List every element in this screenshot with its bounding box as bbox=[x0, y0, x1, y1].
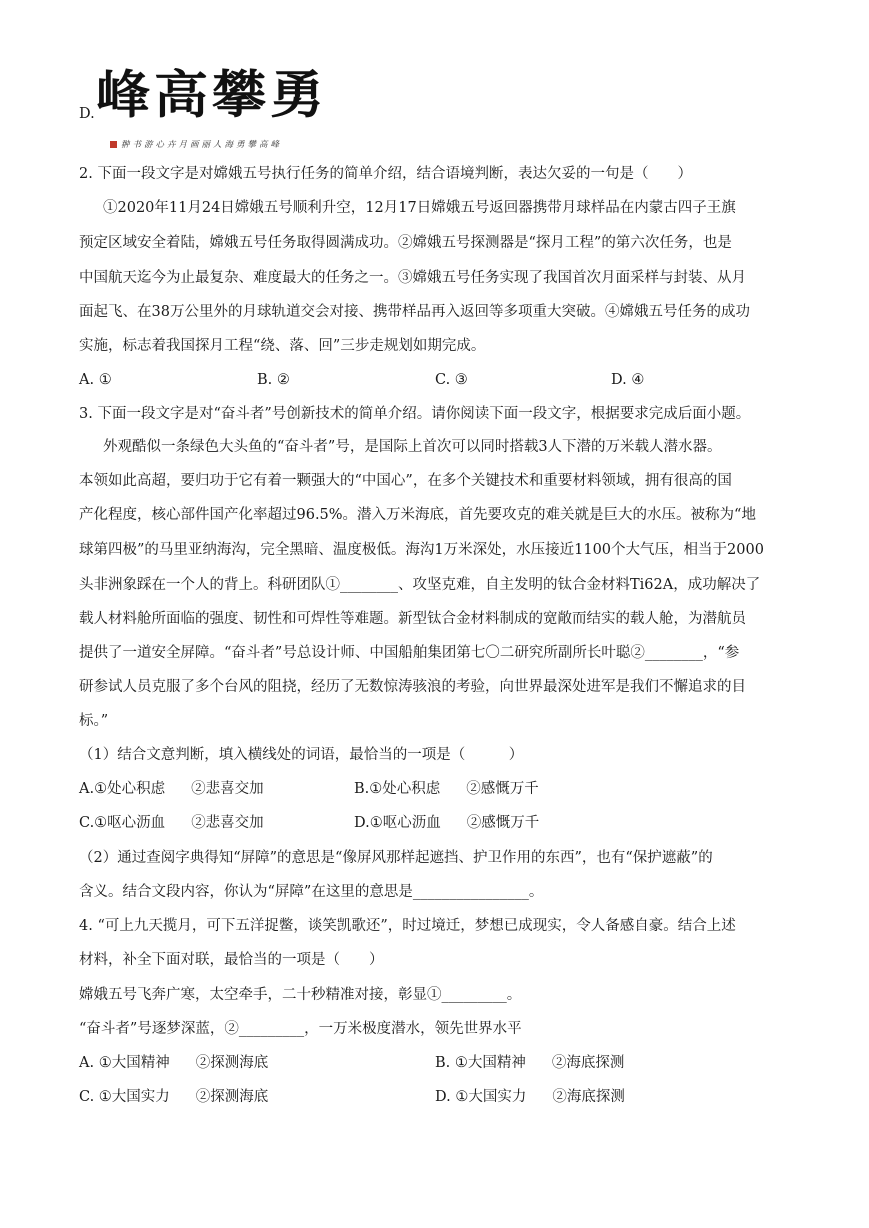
q3-sub2-line-1: （2）通过查阅字典得知“屏障”的意思是“像屏风那样起遮挡、护卫作用的东西”，也有“保护遮蔽”的 bbox=[79, 850, 713, 866]
q4-option-c[interactable] bbox=[79, 1087, 268, 1107]
q3-line-6: 载人材料舱所面临的强度、韧性和可焊性等难题。新型钛合金材料制成的宽敞而结实的载人舱，为潜航员 bbox=[79, 611, 746, 627]
q3-sub1-option-c[interactable] bbox=[79, 813, 264, 833]
q3-line-9: 标。” bbox=[79, 713, 109, 729]
q3-line-4: 球第四极”的马里亚纳海沟，完全黑暗、温度极低。海沟1万米深处，水压接近1100个大气压，相当于2000 bbox=[79, 542, 764, 558]
q3-line-5: 头非洲象踩在一个人的背上。科研团队①________、攻坚克难，自主发明的钛合金材料Ti62A，成功解决了 bbox=[79, 577, 761, 593]
option-part: ②海底探测 bbox=[552, 1089, 625, 1105]
q3-sub2-line-2: 含义。结合文段内容，你认为“屏障”在这里的意思是________________。 bbox=[79, 884, 544, 900]
q4-option-d[interactable] bbox=[435, 1087, 625, 1107]
calligraphy-artwork: 峰高攀勇 bbox=[96, 64, 328, 125]
q3-line-2: 本领如此高超，要归功于它有着一颗强大的“中国心”，在多个关键技术和重要材料领域，拥有很高的国 bbox=[79, 473, 732, 489]
red-seal-icon bbox=[110, 141, 117, 148]
q3-sub1-stem: （1）结合文意判断，填入横线处的词语，最恰当的一项是（ ） bbox=[79, 747, 524, 763]
option-part: C. ①大国实力 bbox=[79, 1089, 170, 1105]
q3-line-3: 产化程度，核心部件国产化率超过96.5%。潜入万米海底，首先要攻克的难关就是巨大的水压。被称为“地 bbox=[79, 507, 756, 523]
q2-stem: 2. 下面一段文字是对嫦娥五号执行任务的简单介绍，结合语境判断，表达欠妥的一句是（ ） bbox=[79, 166, 692, 182]
option-part: A.①处心积虑 bbox=[79, 781, 166, 797]
q2-line-4: 面起飞、在38万公里外的月球轨道交会对接、携带样品再入返回等多项重大突破。④嫦娥五号任务的成功 bbox=[79, 304, 750, 320]
option-part: ②探测海底 bbox=[195, 1055, 269, 1071]
q2-line-3: 中国航天迄今为止最复杂、难度最大的任务之一。③嫦娥五号任务实现了我国首次月面采样与封装、从月 bbox=[79, 270, 746, 286]
q3-line-1: 外观酷似一条绿色大头鱼的“奋斗者”号，是国际上首次可以同时搭载3人下潜的万米载人潜水器。 bbox=[103, 439, 722, 455]
option-part: D. ①大国实力 bbox=[435, 1089, 527, 1105]
q2-line-5: 实施，标志着我国探月工程“绕、落、回”三步走规划如期完成。 bbox=[79, 338, 486, 354]
option-part: B.①处心积虑 bbox=[354, 781, 441, 797]
q3-sub1-option-b[interactable] bbox=[354, 779, 539, 799]
option-part: ②悲喜交加 bbox=[191, 781, 264, 797]
q2-line-2: 预定区域安全着陆，嫦娥五号任务取得圆满成功。②嫦娥五号探测器是“探月工程”的第六次任务，也是 bbox=[79, 235, 732, 251]
option-part: D.①呕心沥血 bbox=[354, 815, 441, 831]
option-d-label: D. bbox=[79, 106, 95, 122]
q2-option-d[interactable]: D. ④ bbox=[611, 372, 645, 388]
q4-stem-line-1: 4. “可上九天揽月，可下五洋捉鳖，谈笑凯歌还”，时过境迁，梦想已成现实，令人备感自豪。结合上述 bbox=[79, 918, 736, 934]
q2-option-c[interactable]: C. ③ bbox=[435, 372, 468, 388]
q2-line-1: ①2020年11月24日嫦娥五号顺利升空，12月17日嫦娥五号返回器携带月球样品在内蒙古四子王旗 bbox=[103, 200, 736, 216]
option-part: ②悲喜交加 bbox=[191, 815, 264, 831]
option-part: B. ①大国精神 bbox=[435, 1055, 526, 1071]
option-part: ②感慨万千 bbox=[466, 781, 539, 797]
q2-option-a[interactable]: A. ① bbox=[79, 372, 112, 388]
q4-option-a[interactable] bbox=[79, 1053, 268, 1073]
q3-line-7: 提供了一道安全屏障。“奋斗者”号总设计师、中国船舶集团第七〇二研究所副所长叶聪②________，“参 bbox=[79, 645, 740, 661]
q3-sub1-option-a[interactable] bbox=[79, 779, 264, 799]
option-part: A. ①大国精神 bbox=[79, 1055, 170, 1071]
option-part: C.①呕心沥血 bbox=[79, 815, 166, 831]
option-part: ②海底探测 bbox=[551, 1055, 625, 1071]
q4-stem-line-2: 材料，补全下面对联，最恰当的一项是（ ） bbox=[79, 952, 384, 968]
q4-couplet-1: 嫦娥五号飞奔广寒，太空牵手，二十秒精准对接，彰显①_________。 bbox=[79, 987, 522, 1003]
q4-option-b[interactable] bbox=[435, 1053, 624, 1073]
q3-stem: 3. 下面一段文字是对“奋斗者”号创新技术的简单介绍。请你阅读下面一段文字，根据要求完成后面小题。 bbox=[79, 406, 751, 422]
calligraphy-inscription: 翀书游心卉月画丽人海勇攀高峰 bbox=[110, 138, 282, 150]
q2-option-b[interactable]: B. ② bbox=[257, 372, 290, 388]
option-part: ②探测海底 bbox=[195, 1089, 269, 1105]
q3-line-8: 研参试人员克服了多个台风的阻挠，经历了无数惊涛骇浪的考验，向世界最深处进军是我们不懈追求的目 bbox=[79, 679, 746, 695]
q3-sub1-option-d[interactable] bbox=[354, 813, 539, 833]
option-part: ②感慨万千 bbox=[466, 815, 540, 831]
q4-couplet-2: “奋斗者”号逐梦深蓝，②_________，一万米极度潜水，领先世界水平 bbox=[79, 1021, 522, 1037]
